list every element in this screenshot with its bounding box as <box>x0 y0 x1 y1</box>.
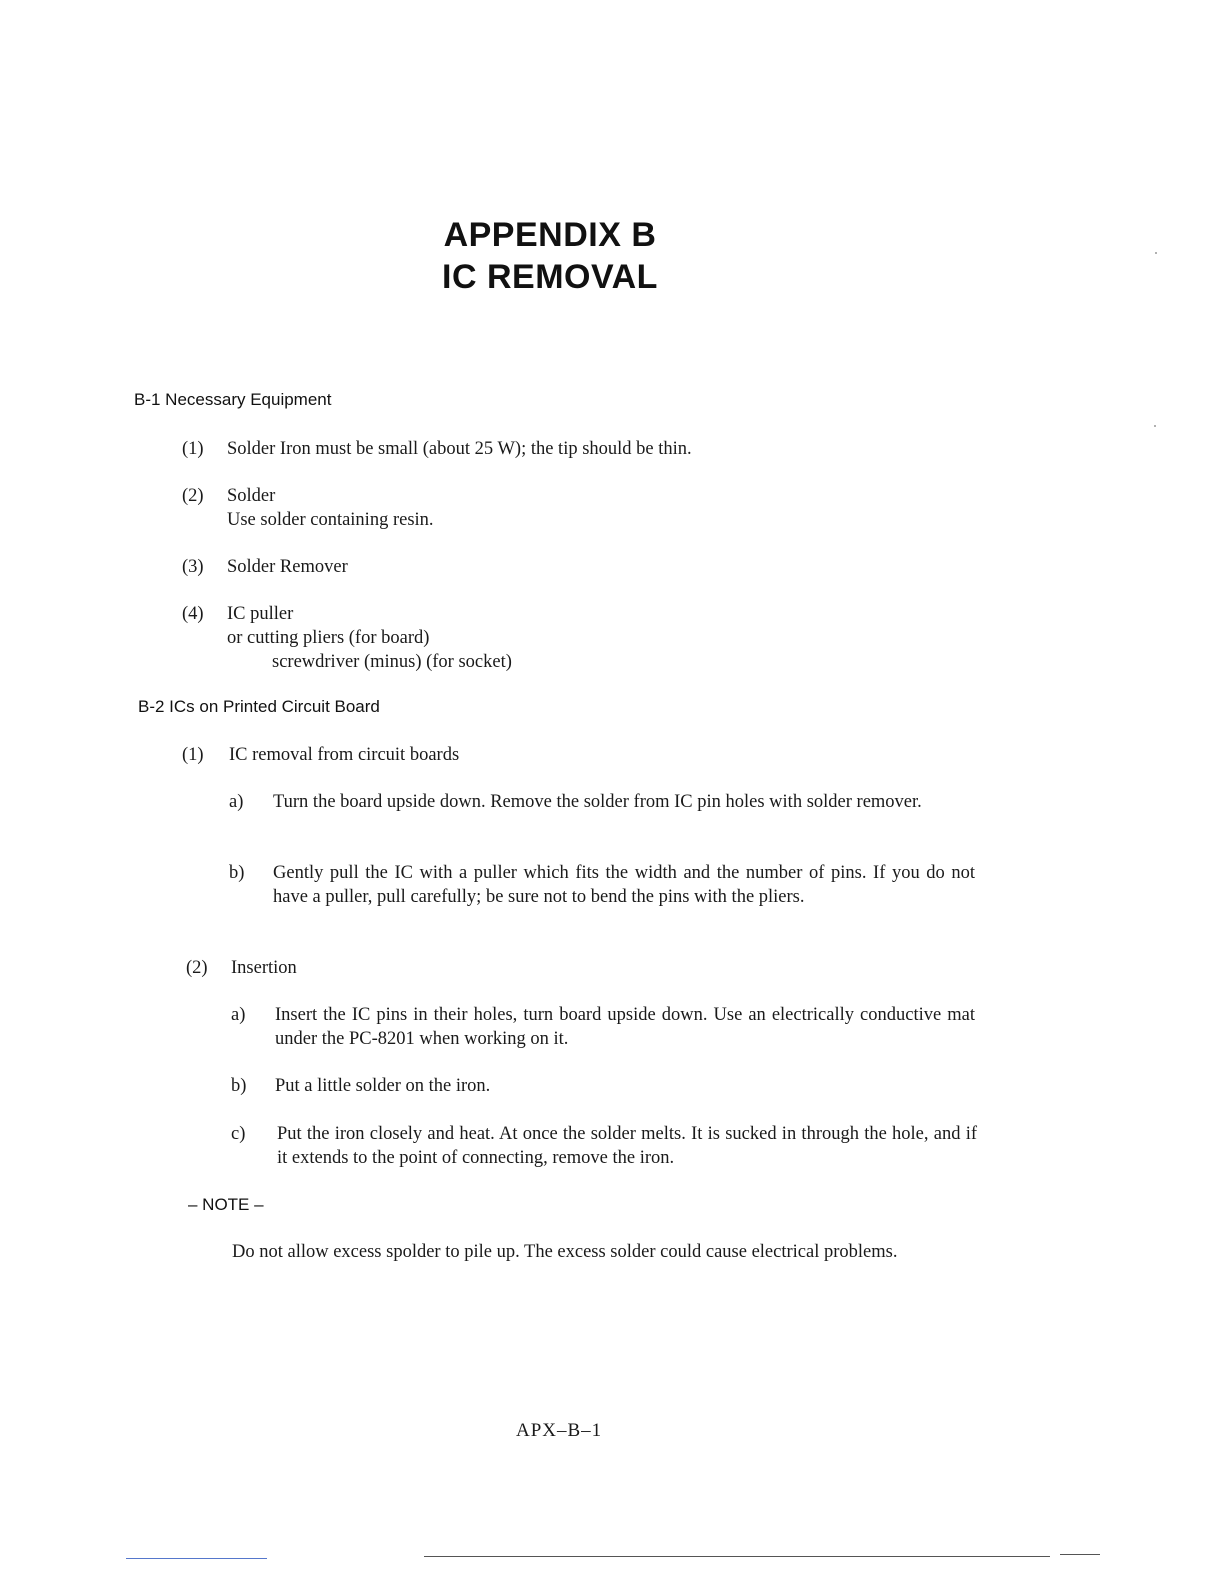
b2-item-1-step-a-text: Turn the board upside down. Remove the solder from IC pin holes with solder remover. <box>273 792 922 812</box>
b2-item-1-step-b-text: Gently pull the IC with a puller which fits the width and the number of pins. If you do not have a puller, pull carefully; be sure not to bend the pins with the pliers. <box>273 863 975 907</box>
b1-item-4-sub2: screwdriver (minus) (for socket) <box>272 652 512 672</box>
bottom-rule-left <box>126 1558 267 1559</box>
b2-item-1-text: IC removal from circuit boards <box>229 745 460 765</box>
b1-item-3-text: Solder Remover <box>227 557 348 577</box>
section-b2-heading: B-2 ICs on Printed Circuit Board <box>138 697 380 716</box>
b1-item-2-num: (2) <box>182 486 204 506</box>
scan-speck <box>1154 425 1156 427</box>
b2-item-1-num: (1) <box>182 745 204 765</box>
page-number-label: APX–B–1 <box>516 1420 603 1441</box>
note-heading: – NOTE – <box>188 1195 264 1214</box>
page-title-line2: IC REMOVAL <box>442 258 658 296</box>
page-title-line1: APPENDIX B <box>443 216 657 254</box>
b1-item-1-num: (1) <box>182 439 204 459</box>
b2-item-2-num: (2) <box>186 958 208 978</box>
b1-item-2-text: Solder <box>227 486 276 506</box>
b2-item-1-step-b-label: b) <box>229 863 245 883</box>
b2-item-2-step-a-text: Insert the IC pins in their holes, turn board upside down. Use an electrically conductive mat under the PC-8201 when working on it. <box>275 1005 975 1049</box>
bottom-rule-right <box>1060 1554 1100 1555</box>
b1-item-3-num: (3) <box>182 557 204 577</box>
b1-item-4-num: (4) <box>182 604 204 624</box>
b2-item-2-step-a-label: a) <box>231 1005 246 1025</box>
note-text: Do not allow excess spolder to pile up. The excess solder could cause electrical problems. <box>232 1242 898 1262</box>
b2-item-2-text: Insertion <box>231 958 297 978</box>
section-b1-heading: B-1 Necessary Equipment <box>134 390 332 409</box>
b1-item-4-text: IC puller <box>227 604 294 624</box>
b2-item-2-step-b-label: b) <box>231 1076 247 1096</box>
b2-item-2-step-c-text: Put the iron closely and heat. At once the solder melts. It is sucked in through the hole, and if it extends to the point of connecting, remove the iron. <box>277 1124 977 1168</box>
b1-item-2-sub: Use solder containing resin. <box>227 510 434 530</box>
scan-speck <box>1155 252 1157 254</box>
b2-item-2-step-b-text: Put a little solder on the iron. <box>275 1076 491 1096</box>
b2-item-1-step-a-label: a) <box>229 792 244 812</box>
b1-item-4-sub: or cutting pliers (for board) <box>227 628 430 648</box>
b1-item-1-text: Solder Iron must be small (about 25 W); the tip should be thin. <box>227 439 692 459</box>
bottom-rule-center <box>424 1556 1050 1557</box>
b2-item-2-step-c-label: c) <box>231 1124 246 1144</box>
